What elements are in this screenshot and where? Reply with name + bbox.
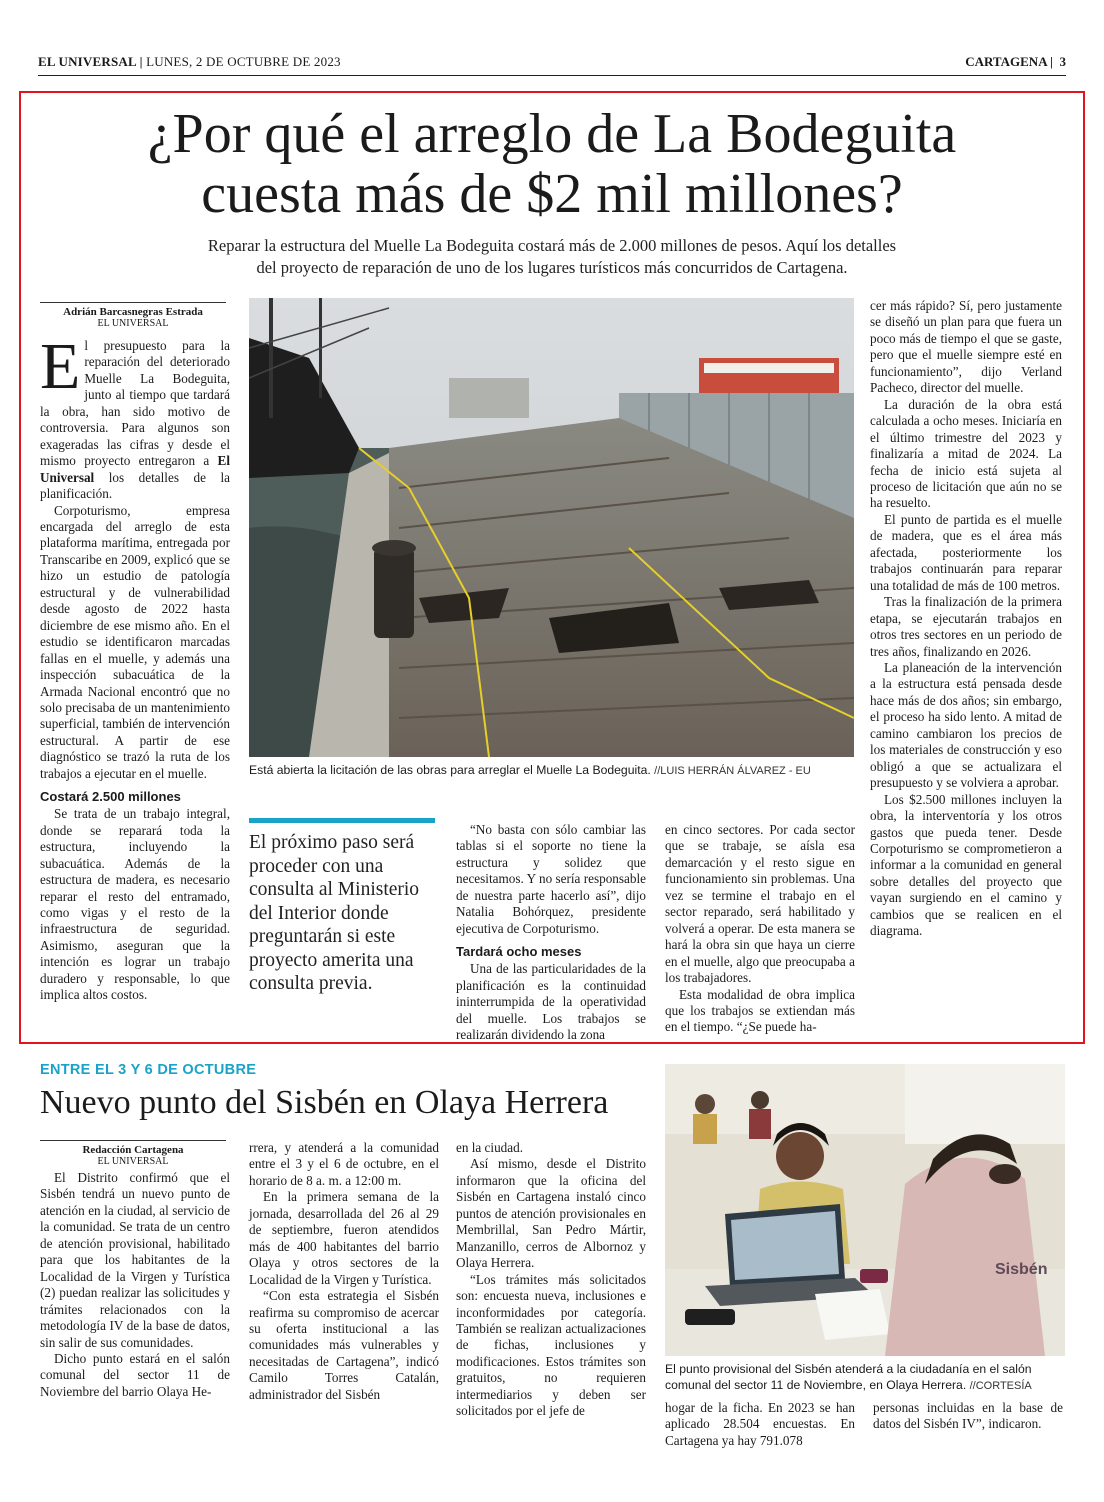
sisben-photo-illustration <box>665 1064 1065 1356</box>
paragraph: El punto de partida es el muelle de madera, que es el área más afectada, posteriormente los trabajos continuarán para reparar una totalidad de más de 100 metros. <box>870 511 1062 593</box>
caption-text: Está abierta la licitación de las obras para arreglar el Muelle La Bodeguita. <box>249 763 651 777</box>
dock-photo <box>249 298 854 757</box>
paragraph: Así mismo, desde el Distrito informaron que la oficina del Sisbén en Cartagena instaló cinco puntos de atención provisionales en Membrillal, San Pedro Mártir, Manzanillo, cerros de Albornoz y Olaya Herrera. <box>456 1156 646 1271</box>
main-column-right <box>870 298 1062 940</box>
paragraph: La duración de la obra está calculada a ocho meses. Iniciaría en el último trimestre del 2023 y finalizaría a mitad de 2024. La fecha de inicio está sujeta al proceso de licitación que aún no se ha resuelto. <box>870 396 1062 511</box>
second-column-5 <box>873 1400 1063 1433</box>
main-column-3 <box>456 822 646 1043</box>
paragraph: Los $2.500 millones incluyen la obra, la interventoría y los otros gastos que pueda tener. Desde Corpoturismo se comprometieron a informar a la comunidad en general sobre detalles del proyecto que vayan surgiendo en el camino y cambios que se realicen en el diagrama. <box>870 791 1062 939</box>
deck-line-2: del proyecto de reparación de uno de los lugares turísticos más concurridos de Cartagena. <box>256 258 848 277</box>
subhead-duration: Tardará ocho meses <box>456 944 582 960</box>
vest-logo-text: Sisbén <box>995 1261 1048 1278</box>
main-headline <box>40 104 1064 224</box>
second-column-3 <box>456 1140 646 1420</box>
paragraph: Dicho punto estará en el salón comunal del sector 11 de Noviembre del barrio Olaya He- <box>40 1350 230 1399</box>
main-deck <box>60 235 1044 279</box>
pull-quote: El próximo paso será proceder con una consulta al Ministerio del Interior donde preguntarán si este proyecto amerita una consulta previa. <box>249 818 435 996</box>
paragraph: Corpoturismo, empresa encargada del arreglo de esta plataforma marítima, entregada por Transcaribe en 2009, explicó que se hizo un estudio de patología estructural y de vulnerabilidad desde agosto de 2022 hasta diciembre de ese mismo año. En el estudio se identificaron marcadas fallas en el muelle, y además una inspección subacuática de la Armada Nacional encontró que no solo precisaba de un mantenimiento superficial, también de intervención estructural. A partir de ese diagnóstico se trazó la ruta de los trabajos a ejecutar en el muelle. <box>40 502 230 781</box>
byline-org: EL UNIVERSAL <box>97 1156 169 1167</box>
paragraph: en cinco sectores. Por cada sector que se trabaje, se aísla esa demarcación y el resto sigue en funcionamiento sin problemas. Una vez se termine el trabajo en el sector reparado, será habilitado y volverá a operar. De esta manera se hará la obra sin que haya un cierre en el muelle, algo que preocupaba a los trabajadores. <box>665 822 855 986</box>
headline-line-2: cuesta más de $2 mil millones? <box>201 163 903 225</box>
paragraph: La planeación de la intervención a la estructura está pensada desde hace más de dos años; sin embargo, el proceso ha sido lento. A mitad de camino cambiaron los precios de los materiales de construcción y eso obligó a que se actualizara el presupuesto y se volviera a aprobar. <box>870 659 1062 791</box>
dock-photo-illustration <box>249 298 854 757</box>
byline-second <box>40 1140 226 1168</box>
subhead-cost: Costará 2.500 millones <box>40 789 181 805</box>
byline-name: Adrián Barcasnegras Estrada <box>63 306 203 318</box>
second-column-2 <box>249 1140 439 1403</box>
paragraph: Esta modalidad de obra implica que los trabajos se extiendan más en el tiempo. “¿Se puede ha- <box>665 986 855 1035</box>
paper-name: EL UNIVERSAL <box>38 54 137 69</box>
byline-name: Redacción Cartagena <box>82 1144 184 1156</box>
paragraph: personas incluidas en la base de datos del Sisbén IV”, indicaron. <box>873 1400 1063 1432</box>
paper-mention: El Universal <box>40 453 230 485</box>
sisben-photo-caption <box>665 1361 1065 1394</box>
paragraph: El Distrito confirmó que el Sisbén tendrá un nuevo punto de atención en la ciudad, al servicio de la comunidad. Se trata de un centro de atención provisional, habilitado para que los habitantes de la Localidad de la Virgen y Turística (2) puedan realizar las solicitudes y trámites relacionados con la metodología IV de la base de datos, sin salir de sus comunidades. <box>40 1170 230 1350</box>
masthead <box>38 54 1066 76</box>
main-column-1 <box>40 330 230 1004</box>
paragraph: hogar de la ficha. En 2023 se han aplicado 28.504 encuestas. En Cartagena ya hay 791.078 <box>665 1400 855 1448</box>
paragraph: El presupuesto para la reparación del deteriorado Muelle La Bodeguita, junto al tiempo que tardará la obra, han sido motivo de controversia. Para algunos son exageradas las cifras y desde el mismo proyecto entregaron a El Universal los detalles de la planificación. <box>40 330 230 502</box>
photo-credit: //LUIS HERRÁN ÁLVAREZ - EU <box>654 765 811 777</box>
main-column-4 <box>665 822 855 1036</box>
kicker: ENTRE EL 3 Y 6 DE OCTUBRE <box>40 1062 257 1078</box>
issue-date: LUNES, 2 DE OCTUBRE DE 2023 <box>146 54 341 69</box>
paragraph: cer más rápido? Sí, pero justamente se diseñó un plan para que fuera un poco más de tiempo el que se gaste, pero que el muelle siempre esté en funcionamiento”, dijo Verland Pacheco, director del muelle. <box>870 298 1062 396</box>
drop-cap: E <box>40 330 81 403</box>
dock-photo-caption <box>249 762 854 779</box>
masthead-left: EL UNIVERSAL | LUNES, 2 DE OCTUBRE DE 2023 <box>38 54 341 69</box>
sisben-photo <box>665 1064 1065 1356</box>
paragraph: Tras la finalización de la primera etapa, se ejecutarán trabajos en otros tres sectores en un periodo de tres años, finalizando en 2026. <box>870 594 1062 659</box>
paragraph: “Los trámites más solicitados son: encuesta nueva, inclusiones e inconformidades por categoría. También se realizan actualizaciones de fichas, inclusiones y modificaciones. Estos trámites son gratuitos, no requieren intermediarios y deben ser solicitados por el jefe de <box>456 1271 646 1419</box>
second-headline: Nuevo punto del Sisbén en Olaya Herrera <box>40 1084 609 1121</box>
paragraph: en la ciudad. <box>456 1140 524 1155</box>
deck-line-1: Reparar la estructura del Muelle La Bodeguita costará más de 2.000 millones de pesos. Aquí los detalles <box>207 236 897 255</box>
section-name: CARTAGENA <box>965 54 1047 69</box>
paragraph: Una de las particularidades de la planificación es la continuidad ininterrumpida de la operatividad del muelle. Los trabajos se realizarán dividendo la zona <box>456 961 646 1042</box>
paragraph: Se trata de un trabajo integral, donde se reparará toda la estructura, incluyendo la subacuática. Además de la estructura de madera, es necesario reparar el resto del entramado, como vigas y el resto de la infraestructura de seguridad. Asimismo, aseguran que la intención es lograr un trabajo duradero y responsable, lo que implica altos costos. <box>40 806 230 1003</box>
paragraph: “Con esta estrategia el Sisbén reafirma su compromiso de acercar su oferta institucional a las comunidades más vulnerables y necesitadas de Cartagena”, indicó Camilo Torres Catalán, administrador del Sisbén <box>249 1288 439 1402</box>
headline-line-1: ¿Por qué el arreglo de La Bodeguita <box>147 103 957 165</box>
second-column-1 <box>40 1170 230 1400</box>
paragraph: “No basta con sólo cambiar las tablas si el soporte no tiene la estructura y solidez que necesitamos. Y no sería responsable de nuestra parte hacerlo así”, dijo Natalia Bohórquez, presidente ejecutiva de Corpoturismo. <box>456 822 646 936</box>
photo-credit: //CORTESÍA <box>969 1380 1032 1392</box>
page-number: 3 <box>1059 54 1066 69</box>
byline-main <box>40 302 226 330</box>
masthead-right: CARTAGENA | 3 <box>965 54 1066 69</box>
second-column-4 <box>665 1400 855 1449</box>
paragraph: rrera, y atenderá a la comunidad entre el 3 y el 6 de octubre, en el horario de 8 a. m. a 12:00 m. <box>249 1140 439 1188</box>
byline-org: EL UNIVERSAL <box>97 318 169 329</box>
caption-text: El punto provisional del Sisbén atenderá a la ciudadanía en el salón comunal del sector 11 de Noviembre, en Olaya Herrera. <box>665 1362 1032 1392</box>
paragraph: En la primera semana de la jornada, desarrollada del 26 al 29 de septiembre, fueron atendidos más de 400 habitantes del barrio Olaya y otros sectores de la Localidad de la Virgen y Turística. <box>249 1189 439 1287</box>
